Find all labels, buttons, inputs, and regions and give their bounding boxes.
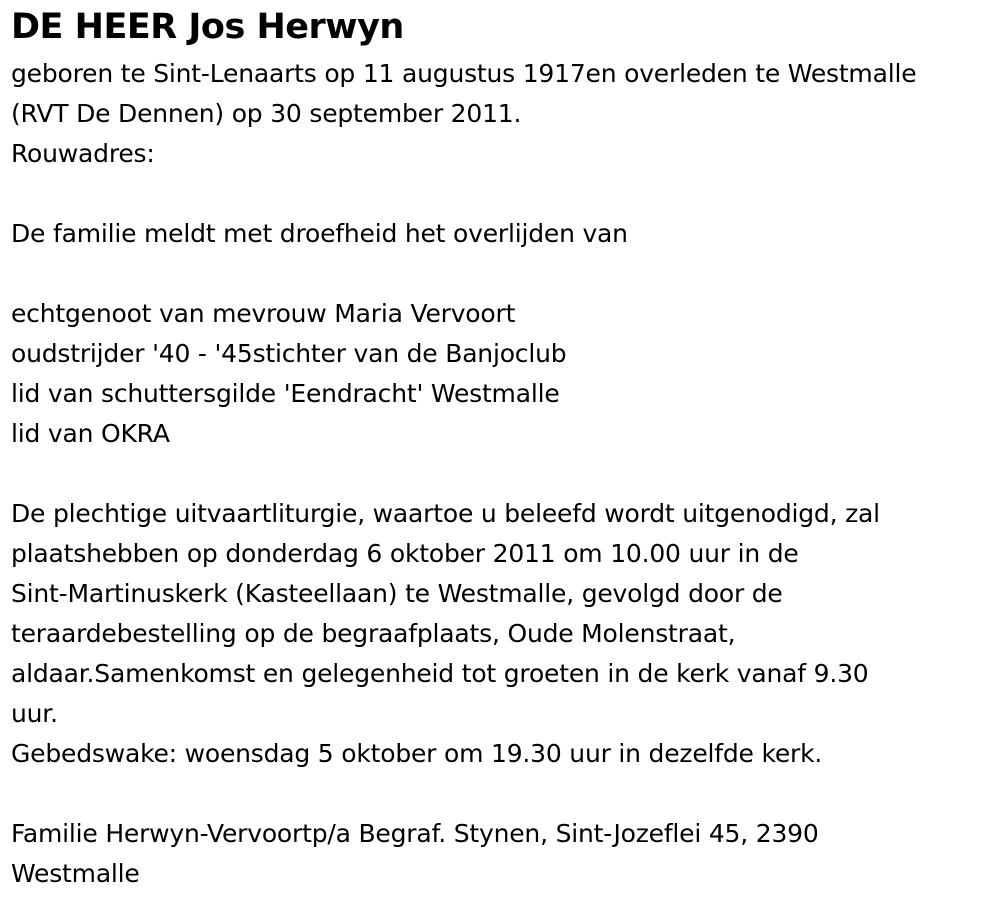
notice-body (11, 54, 990, 894)
mourning-address-label: Rouwadres: (11, 139, 155, 168)
ceremony-line: teraardebestelling op de begraafplaats, Oude Molenstraat, (11, 619, 736, 648)
ceremony-line: uur. (11, 699, 58, 728)
birth-death-line-1: geboren te Sint-Lenaarts op 11 augustus 1917en overleden te Westmalle (11, 59, 917, 88)
birth-death-line-2: (RVT De Dennen) op 30 september 2011. (11, 99, 522, 128)
family-line: Familie Herwyn-Vervoortp/a Begraf. Stynen, Sint-Jozeflei 45, 2390 (11, 819, 819, 848)
ceremony-line: De plechtige uitvaartliturgie, waartoe u beleefd wordt uitgenodigd, zal (11, 499, 880, 528)
family-line: Westmalle (11, 859, 140, 888)
spacer (11, 774, 990, 814)
spacer (11, 254, 990, 294)
relation-line: oudstrijder '40 - '45stichter van de Banjoclub (11, 339, 567, 368)
announcement-text: De familie meldt met droefheid het overlijden van (11, 219, 628, 248)
ceremony-line: aldaar.Samenkomst en gelegenheid tot groeten in de kerk vanaf 9.30 (11, 659, 869, 688)
spacer (11, 174, 990, 214)
ceremony-line: Sint-Martinuskerk (Kasteellaan) te Westmalle, gevolgd door de (11, 579, 783, 608)
wake-line: Gebedswake: woensdag 5 oktober om 19.30 uur in dezelfde kerk. (11, 739, 823, 768)
relation-line: echtgenoot van mevrouw Maria Vervoort (11, 299, 516, 328)
relation-line: lid van schuttersgilde 'Eendracht' Westmalle (11, 379, 560, 408)
relation-line: lid van OKRA (11, 419, 170, 448)
notice-title: DE HEER Jos Herwyn (11, 7, 404, 47)
spacer (11, 454, 990, 494)
ceremony-line: plaatshebben op donderdag 6 oktober 2011 om 10.00 uur in de (11, 539, 799, 568)
